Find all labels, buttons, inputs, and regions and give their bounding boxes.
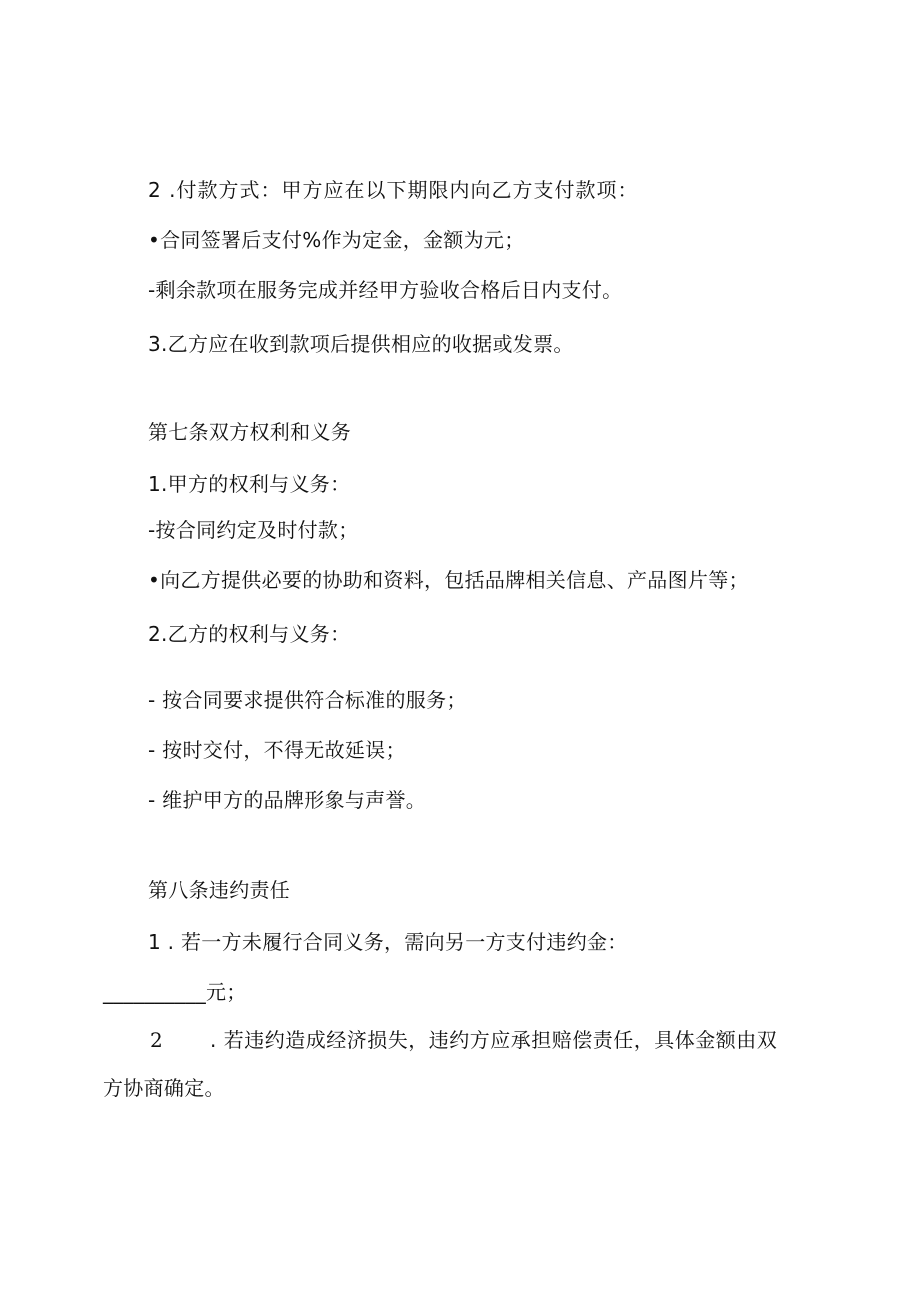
- receipt-clause: 3.乙方应在收到款项后提供相应的收据或发票。: [148, 332, 574, 356]
- party-b-heading: 2.乙方的权利与义务：: [148, 622, 351, 646]
- article-eight-title: 第八条违约责任: [148, 878, 291, 902]
- article-seven-title: 第七条双方权利和义务: [148, 420, 351, 444]
- balance-item: -剩余款项在服务完成并经甲方验收合格后日内支付。: [148, 278, 623, 302]
- damages-clause: . 若违约造成经济损失，违约方应承担赔偿责任，具体金额由双: [210, 1028, 778, 1052]
- party-b-item: - 维护甲方的品牌形象与声誉。: [148, 788, 427, 812]
- payment-method-clause: 2 .付款方式：甲方应在以下期限内向乙方支付款项：: [148, 178, 639, 202]
- damages-clause-number: 2: [150, 1028, 163, 1052]
- damages-clause-continued: 方协商确定。: [103, 1076, 225, 1100]
- party-b-item: - 按时交付，不得无故延误；: [148, 738, 406, 762]
- penalty-amount-blank: __________元；: [103, 980, 247, 1004]
- party-b-item: - 按合同要求提供符合标准的服务；: [148, 688, 467, 712]
- party-a-heading: 1.甲方的权利与义务：: [148, 472, 351, 496]
- party-a-item: •向乙方提供必要的协助和资料，包括品牌相关信息、产品图片等；: [148, 568, 749, 592]
- party-a-item: -按合同约定及时付款；: [148, 518, 359, 542]
- deposit-item: •合同签署后支付%作为定金，金额为元；: [148, 228, 525, 252]
- penalty-clause: 1 . 若一方未履行合同义务，需向另一方支付违约金：: [148, 930, 628, 954]
